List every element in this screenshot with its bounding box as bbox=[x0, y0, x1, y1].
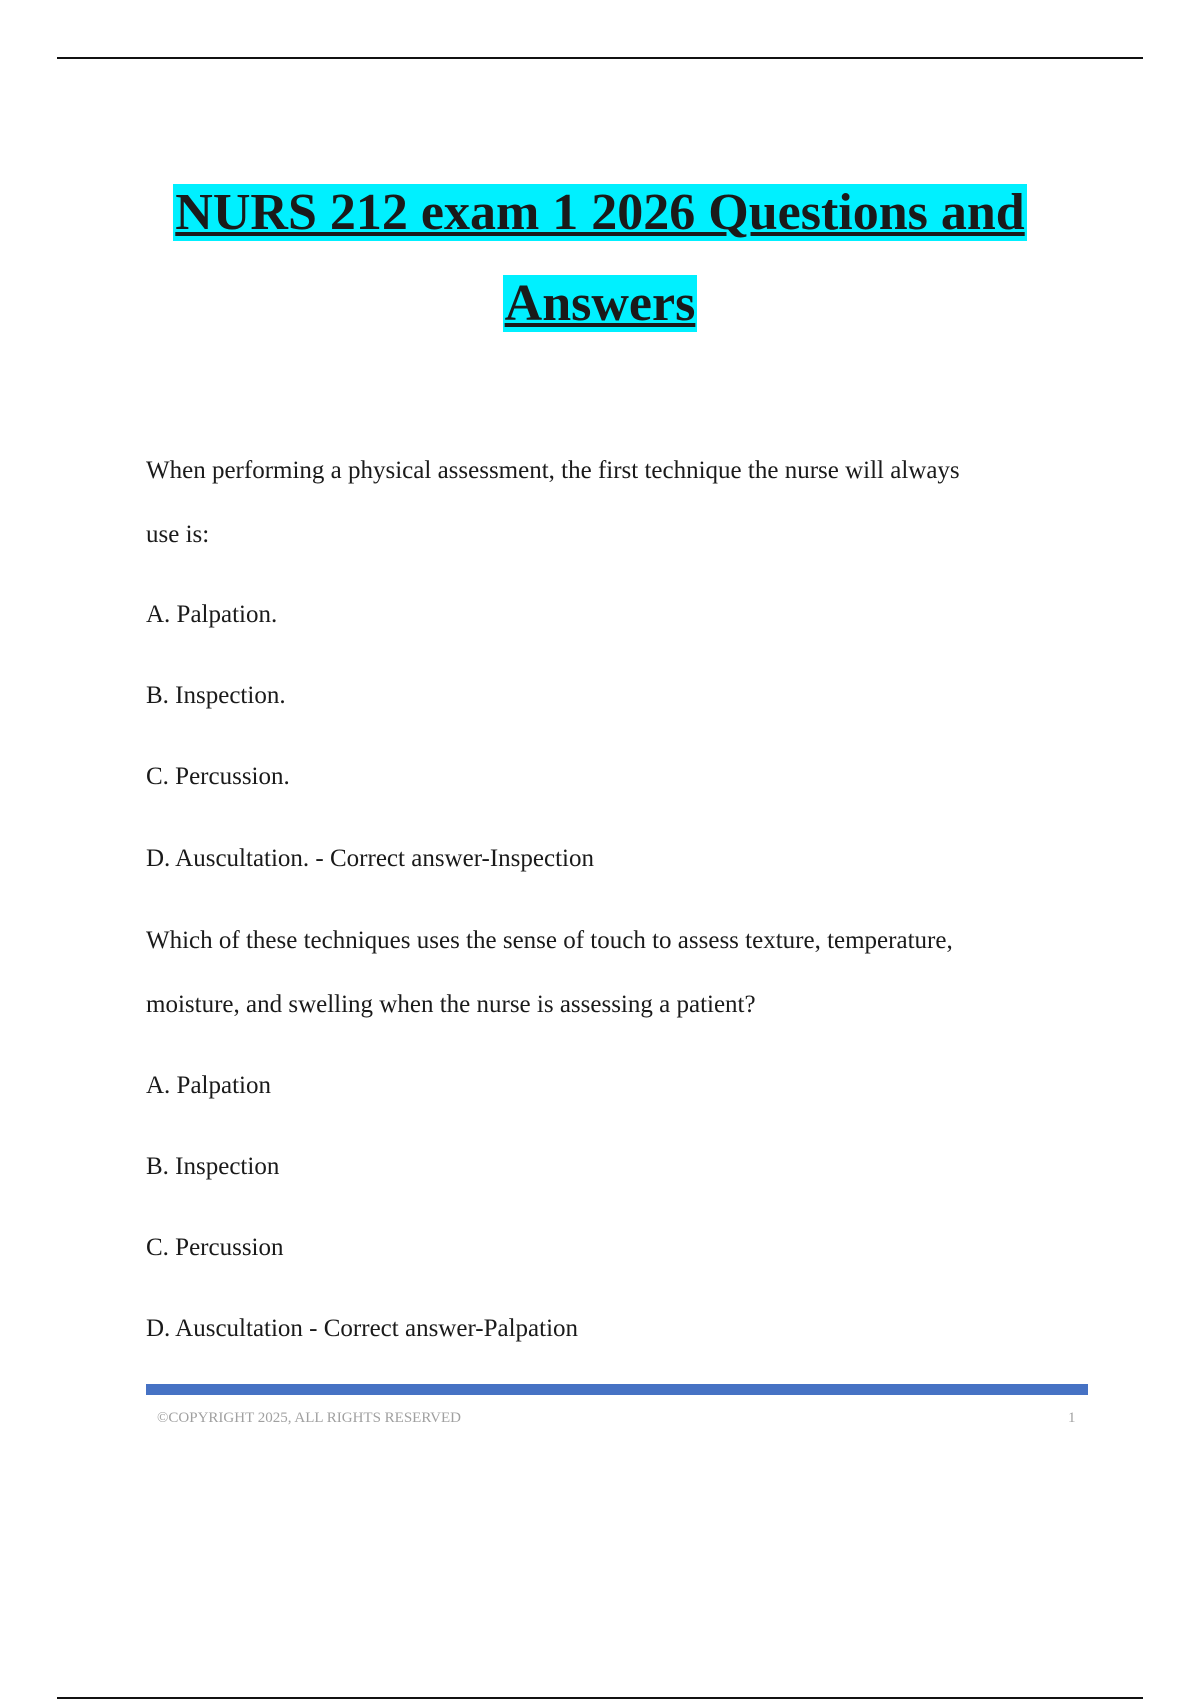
question-1-text-line2: use is: bbox=[146, 521, 210, 548]
top-rule bbox=[57, 57, 1143, 59]
footer-copyright: ©COPYRIGHT 2025, ALL RIGHTS RESERVED bbox=[157, 1410, 461, 1426]
question-2-option-c: C. Percussion bbox=[146, 1234, 284, 1261]
title-highlight-1: NURS 212 exam 1 2026 Questions and bbox=[175, 184, 1025, 241]
footer-bar bbox=[146, 1384, 1088, 1395]
question-2-text-line2: moisture, and swelling when the nurse is assessing a patient? bbox=[146, 991, 756, 1018]
question-1-option-a: A. Palpation. bbox=[146, 601, 278, 628]
bottom-rule bbox=[57, 1697, 1143, 1699]
document-title-line2 bbox=[0, 274, 1200, 334]
question-1-option-d: D. Auscultation. - Correct answer-Inspection bbox=[146, 845, 594, 872]
question-1-option-b: B. Inspection. bbox=[146, 682, 286, 709]
question-2-text-line1: Which of these techniques uses the sense of touch to assess texture, temperature, bbox=[146, 927, 953, 954]
footer-page-number: 1 bbox=[1068, 1410, 1076, 1426]
question-1-option-c: C. Percussion. bbox=[146, 763, 290, 790]
title-highlight-2: Answers bbox=[504, 275, 696, 332]
question-1-text-line1: When performing a physical assessment, the first technique the nurse will always bbox=[146, 457, 960, 484]
document-title-line1 bbox=[0, 183, 1200, 243]
question-2-option-d: D. Auscultation - Correct answer-Palpation bbox=[146, 1315, 579, 1342]
question-2-option-a: A. Palpation bbox=[146, 1072, 271, 1099]
question-2-option-b: B. Inspection bbox=[146, 1153, 280, 1180]
